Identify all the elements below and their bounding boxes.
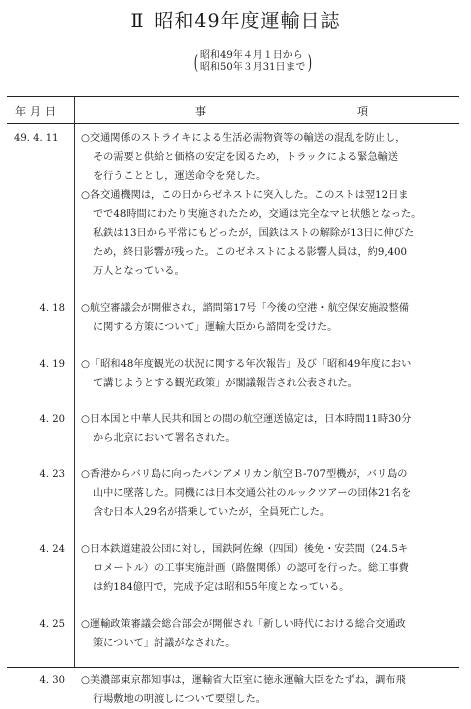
period-paren-open: (	[193, 50, 199, 74]
row-date: 4. 19	[39, 359, 65, 370]
entry-line: 万人となっている。	[93, 266, 185, 277]
header-date: 年月日	[15, 105, 60, 118]
table-header	[7, 97, 459, 124]
entry-line: 私鉄は13日から平常にもどったが，国鉄はストの解除が13日に伸びた	[93, 228, 415, 239]
row-date: 4. 20	[39, 414, 65, 425]
entry-line: に関する方策について」運輸大臣から諮問を受けた。	[93, 322, 338, 333]
entry-line: を行うこととし，運送命令を発した。	[93, 171, 267, 182]
row-date: 4. 23	[39, 469, 65, 480]
entry-first-line: ○美濃部東京都知事は，運輸省大臣室に徳永運輸大臣をたずね，調布飛	[81, 675, 406, 686]
row-entries	[81, 465, 453, 522]
row-date: 4. 24	[39, 544, 65, 555]
period-note	[193, 50, 312, 74]
chapter-numeral: Ⅱ	[130, 10, 145, 32]
entry-first-line: ○運輸政策審議会総合部会が開催され「新しい時代における総合交通政	[81, 619, 406, 630]
entry-first-line: ○香港からバリ島に向ったパンアメリカン航空Ｂ-707型機が，バリ島の	[81, 469, 408, 480]
header-event-1: 事	[195, 105, 206, 118]
entry-line: でで48時間にわたり実施されたため，交通は完全なマヒ状態となった。	[93, 209, 422, 220]
row-date: 4. 30	[39, 675, 65, 686]
row-date: 4. 18	[39, 303, 65, 314]
entry-line: その需要と供給と価格の安定を図るため，トラックによる緊急輸送	[93, 152, 399, 163]
header-event-2: 項	[357, 105, 368, 118]
entry-line: 策について」討議がなされた。	[93, 638, 236, 649]
row-date: 4. 25	[39, 619, 65, 630]
entry-first-line: ○交通関係のストライキによる生活必需物資等の輸送の混乱を防止し，	[81, 133, 406, 144]
period-end: 昭和50年３月31日まで	[200, 62, 306, 73]
column-divider	[74, 97, 75, 667]
entry-line: ロメートル）の工事実施計画（路盤関係）の認可を行った。総工事費	[93, 563, 409, 574]
row-entries	[81, 671, 453, 709]
entry-first-line: ○日本鉄道建設公団に対し，国鉄阿佐線（四国）後免・安芸間（24.5キ	[81, 544, 409, 555]
entry-line: 行場敷地の明渡しについて要望した。	[93, 694, 266, 705]
entry-line: は約184億円で，完成予定は昭和55年度となっている。	[93, 582, 350, 593]
row-entries	[81, 355, 453, 393]
row-entries	[81, 540, 453, 597]
row-entries	[81, 410, 453, 448]
entry-line: から北京において署名された。	[93, 433, 236, 444]
entry-line: て講じようとする観光政策」が閣議報告され公表された。	[93, 378, 358, 389]
entry-first-line: ○各交通機関は，この日からゼネストに突入した。このストは翌12日ま	[81, 190, 409, 201]
period-start: 昭和49年４月１日から	[200, 50, 303, 61]
row-entries	[81, 299, 453, 337]
chapter-title: 昭和49年度運輸日誌	[154, 10, 341, 32]
row-entries	[81, 129, 453, 281]
entry-line: ため，終日影響が残った。このゼネストによる影響人員は，約9,400	[93, 247, 408, 258]
entry-first-line: ○日本国と中華人民共和国との間の航空運送協定は，日本時間11時30分	[81, 414, 412, 425]
period-paren-close: )	[307, 50, 312, 74]
entry-line: 含む日本人29名が搭乗していたが，全員死亡した。	[93, 507, 331, 518]
row-date: 49. 4. 11	[14, 133, 59, 144]
entry-first-line: ○航空審議会が開催され，諮問第17号「今後の空港・航空保安施設整備	[81, 303, 410, 314]
row-entries	[81, 615, 453, 653]
entry-line: 山中に墜落した。同機には日本交通公社のルックツアーの団体21名を	[93, 488, 412, 499]
page-title	[0, 6, 471, 33]
entry-first-line: ○「昭和48年度観光の状況に関する年次報告」及び「昭和49年度におい	[81, 359, 412, 370]
log-table	[7, 96, 459, 705]
